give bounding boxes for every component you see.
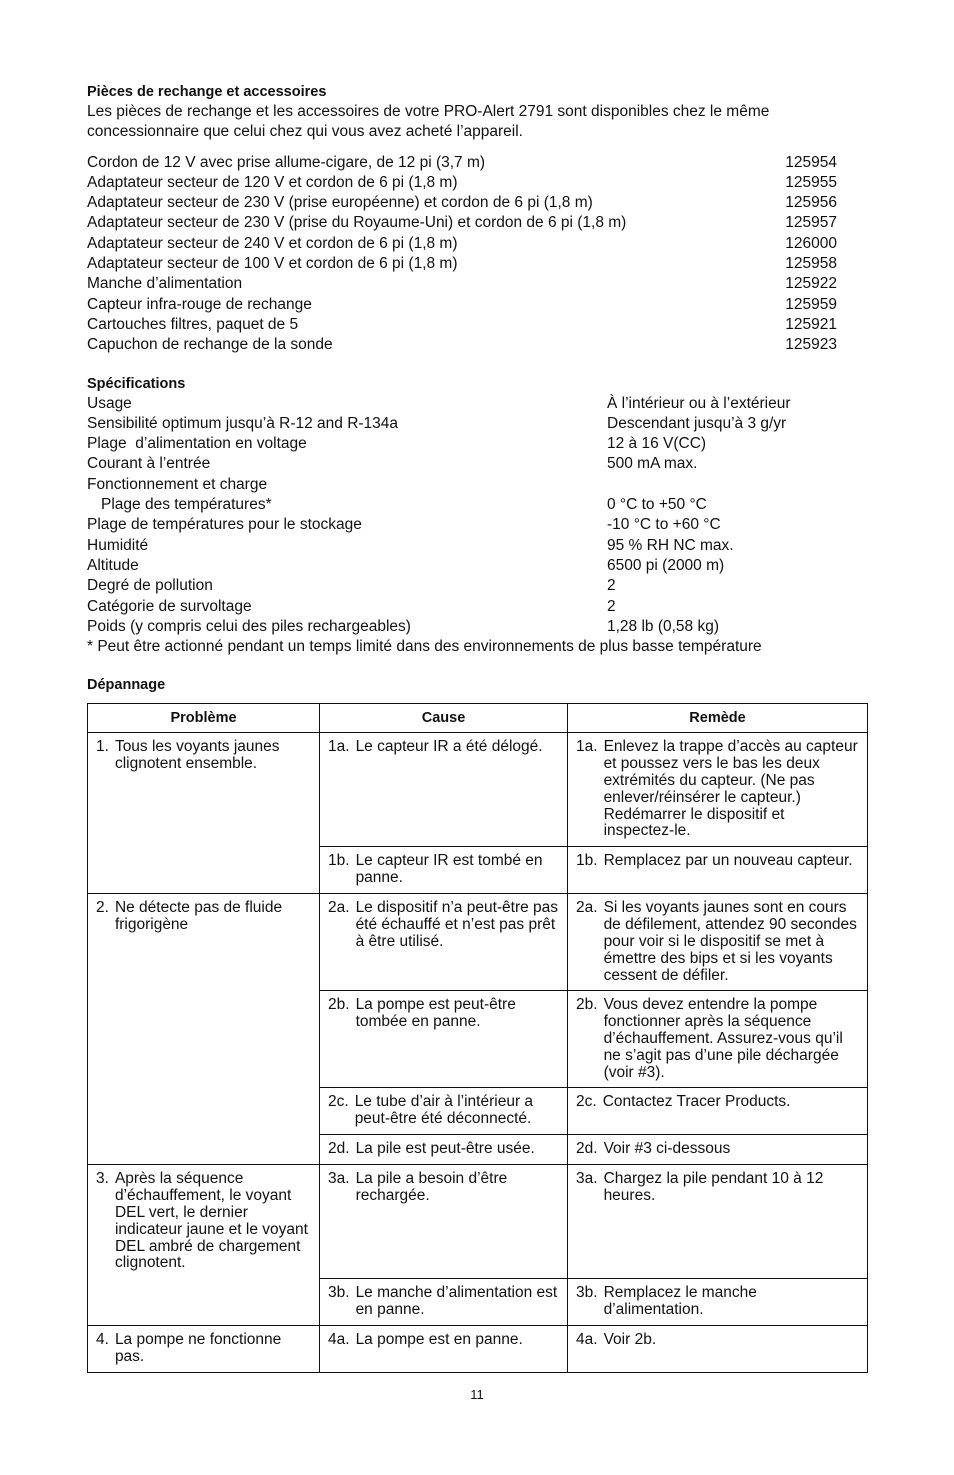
trouble-table — [87, 703, 868, 1373]
page-content — [87, 82, 867, 1373]
item-text: Voir 2b. — [603, 1331, 657, 1349]
item-text: La pompe est en panne. — [355, 1331, 523, 1349]
item-text: Le manche d’alimentation est en panne. — [355, 1284, 558, 1319]
specs-heading: Spécifications — [87, 375, 186, 392]
part-code: 125955 — [785, 173, 837, 191]
item-number: 1a. — [576, 738, 598, 756]
spec-value: 6500 pi (2000 m) — [607, 556, 725, 574]
item-text: Voir #3 ci-dessous — [603, 1140, 731, 1158]
part-name: Capteur infra-rouge de rechange — [87, 295, 312, 313]
spec-value: 0 °C to +50 °C — [607, 496, 707, 514]
item-number: 2a. — [576, 899, 598, 917]
cause-cell — [320, 991, 568, 1088]
spec-row — [87, 536, 867, 556]
item-number: 2c. — [328, 1093, 349, 1111]
cause-cell — [320, 733, 568, 847]
spec-row — [87, 617, 867, 637]
parts-item — [87, 335, 867, 355]
parts-intro — [87, 102, 867, 143]
item-number: 2d. — [576, 1140, 598, 1158]
spec-row — [87, 454, 867, 474]
item-number: 3a. — [328, 1170, 350, 1188]
spec-row — [87, 556, 867, 576]
cause-cell — [320, 1326, 568, 1373]
spec-label: Usage — [87, 394, 132, 412]
item-number: 4. — [96, 1331, 109, 1349]
parts-section — [87, 82, 867, 356]
item-number: 4a. — [576, 1331, 598, 1349]
item-text: Le capteur IR est tombé en panne. — [355, 852, 543, 887]
remedy-cell — [568, 991, 868, 1088]
problem-cell — [88, 1165, 320, 1326]
spec-label: Catégorie de survoltage — [87, 597, 252, 615]
parts-item — [87, 274, 867, 294]
part-code: 125959 — [785, 295, 837, 313]
remedy-cell — [568, 1135, 868, 1165]
spec-label: Courant à l’entrée — [87, 455, 211, 473]
parts-item — [87, 295, 867, 315]
item-text: La pile a besoin d’être rechargée. — [355, 1170, 508, 1205]
item-text: Le capteur IR a été délogé. — [355, 738, 543, 756]
spec-row — [87, 414, 867, 434]
spec-row — [87, 597, 867, 617]
spec-value: -10 °C to +60 °C — [607, 516, 721, 534]
remedy-cell — [568, 1326, 868, 1373]
cause-cell — [320, 1279, 568, 1326]
item-text: La pompe ne fonctionne pas. — [114, 1331, 282, 1366]
table-header-row — [88, 704, 868, 733]
item-text: Après la séquence d’échauffement, le voyant DEL vert, le dernier indicateur jaune et le voyant DEL ambré de chargement clignotent. — [114, 1170, 308, 1272]
parts-heading: Pièces de rechange et accessoires — [87, 84, 327, 100]
item-number: 2a. — [328, 899, 350, 917]
item-text: Chargez la pile pendant 10 à 12 heures. — [603, 1170, 824, 1205]
item-text: Ne détecte pas de fluide frigorigène — [114, 899, 283, 934]
item-text: Contactez Tracer Products. — [602, 1093, 791, 1111]
part-name: Adaptateur secteur de 120 V et cordon de 6 pi (1,8 m) — [87, 173, 458, 191]
item-text: La pompe est peut-être tombée en panne. — [355, 996, 516, 1031]
remedy-cell — [568, 1165, 868, 1279]
parts-intro-line: concessionnaire que celui chez qui vous avez acheté l’appareil. — [87, 123, 523, 141]
item-number: 3. — [96, 1170, 109, 1188]
item-number: 4a. — [328, 1331, 350, 1349]
item-text: Tous les voyants jaunes clignotent ensemble. — [114, 738, 280, 773]
specs-section — [87, 374, 867, 658]
page-number: 11 — [470, 1387, 484, 1402]
item-number: 3b. — [576, 1284, 598, 1302]
spec-row — [87, 576, 867, 596]
spec-label: Altitude — [87, 556, 139, 574]
parts-intro-line: Les pièces de rechange et les accessoires de votre PRO-Alert 2791 sont disponibles chez le même — [87, 103, 770, 120]
item-number: 1. — [96, 738, 109, 756]
part-code: 125957 — [785, 214, 837, 232]
problem-cell — [88, 894, 320, 1165]
cause-cell — [320, 1165, 568, 1279]
column-header-probleme: Problème — [88, 704, 320, 733]
cause-cell — [320, 847, 568, 894]
item-text: Le dispositif n’a peut-être pas été échauffé et n’est pas prêt à être utilisé. — [355, 899, 559, 951]
parts-item — [87, 315, 867, 335]
trouble-heading: Dépannage — [87, 677, 166, 694]
parts-item — [87, 213, 867, 233]
item-number: 1a. — [328, 738, 350, 756]
part-code: 125923 — [785, 336, 837, 354]
item-text: Si les voyants jaunes sont en cours de défilement, attendez 90 secondes pour voir si le dispositif se met à émettre des bips et si les voyants cessent de défiler. — [603, 899, 857, 984]
table-row — [88, 1165, 868, 1279]
part-code: 126000 — [785, 234, 837, 252]
specs-note: * Peut être actionné pendant un temps limité dans des environnements de plus basse température — [87, 638, 762, 656]
part-name: Capuchon de rechange de la sonde — [87, 336, 333, 354]
item-number: 3b. — [328, 1284, 350, 1302]
part-name: Adaptateur secteur de 230 V (prise du Royaume-Uni) et cordon de 6 pi (1,8 m) — [87, 214, 627, 232]
spec-row — [87, 434, 867, 454]
part-code: 125956 — [785, 194, 837, 212]
spec-label: Plage d’alimentation en voltage — [87, 435, 307, 453]
trouble-section — [87, 675, 867, 1373]
cause-cell — [320, 1135, 568, 1165]
spec-value: 12 à 16 V(CC) — [607, 435, 707, 453]
cause-cell — [320, 1088, 568, 1135]
item-number: 1b. — [576, 852, 598, 870]
spec-label: Plage de températures pour le stockage — [87, 516, 362, 534]
item-number: 2b. — [328, 996, 350, 1014]
item-text: La pile est peut-être usée. — [355, 1140, 535, 1158]
part-name: Manche d’alimentation — [87, 275, 243, 293]
part-code: 125922 — [785, 275, 837, 293]
cause-cell — [320, 894, 568, 991]
remedy-cell — [568, 847, 868, 894]
remedy-cell — [568, 1279, 868, 1326]
spec-value: Descendant jusqu’à 3 g/yr — [607, 414, 787, 432]
item-text: Enlevez la trappe d’accès au capteur et poussez vers le bas les deux extrémités du capteur. (Ne pas enlever/réinsérer le capteur.) Redémarrer le dispositif et inspectez-le. — [603, 738, 858, 840]
spec-value: 2 — [607, 597, 616, 615]
parts-item — [87, 254, 867, 274]
spec-label: Sensibilité optimum jusqu’à R-12 and R-134a — [87, 414, 399, 432]
parts-item — [87, 234, 867, 254]
item-text: Remplacez par un nouveau capteur. — [603, 852, 853, 870]
item-text: Vous devez entendre la pompe fonctionner après la séquence d’échauffement. Assurez-vous qu’il ne s’agit pas d’une pile déchargée (voir #3). — [603, 996, 843, 1081]
item-number: 2c. — [576, 1093, 597, 1111]
column-header-cause: Cause — [320, 704, 568, 733]
part-name: Adaptateur secteur de 240 V et cordon de 6 pi (1,8 m) — [87, 234, 458, 252]
spec-label: Degré de pollution — [87, 577, 213, 595]
part-name: Adaptateur secteur de 230 V (prise européenne) et cordon de 6 pi (1,8 m) — [87, 194, 593, 212]
parts-item — [87, 173, 867, 193]
spec-value — [607, 475, 867, 495]
problem-cell — [88, 1326, 320, 1373]
spec-value: 1,28 lb (0,58 kg) — [607, 617, 720, 635]
item-text: Le tube d’air à l’intérieur a peut-être été déconnecté. — [354, 1093, 534, 1128]
part-name: Cordon de 12 V avec prise allume-cigare, de 12 pi (3,7 m) — [87, 153, 486, 171]
item-number: 3a. — [576, 1170, 598, 1188]
spec-label: Poids (y compris celui des piles rechargeables) — [87, 617, 411, 635]
table-row — [88, 733, 868, 847]
remedy-cell — [568, 1088, 868, 1135]
parts-item — [87, 153, 867, 173]
table-row — [88, 894, 868, 991]
part-code: 125958 — [785, 255, 837, 273]
column-header-remede: Remède — [568, 704, 868, 733]
part-name: Adaptateur secteur de 100 V et cordon de 6 pi (1,8 m) — [87, 255, 458, 273]
item-number: 1b. — [328, 852, 350, 870]
problem-cell — [88, 733, 320, 894]
spec-label: Fonctionnement et charge — [87, 475, 268, 493]
item-number: 2d. — [328, 1140, 350, 1158]
spec-value: À l’intérieur ou à l’extérieur — [607, 394, 791, 412]
spec-value: 95 % RH NC max. — [607, 536, 734, 554]
table-row — [88, 1326, 868, 1373]
part-code: 125921 — [785, 315, 837, 333]
part-name: Cartouches filtres, paquet de 5 — [87, 315, 299, 333]
spec-value: 2 — [607, 577, 616, 595]
part-code: 125954 — [785, 153, 837, 171]
spec-row — [87, 475, 867, 495]
spec-label: Humidité — [87, 536, 149, 554]
remedy-cell — [568, 733, 868, 847]
spec-label: Plage des températures* — [101, 496, 272, 514]
item-text: Remplacez le manche d’alimentation. — [603, 1284, 757, 1319]
spec-row — [87, 394, 867, 414]
parts-list — [87, 153, 867, 356]
item-number: 2. — [96, 899, 109, 917]
parts-item — [87, 193, 867, 213]
spec-row — [87, 515, 867, 535]
spec-value: 500 mA max. — [607, 455, 698, 473]
remedy-cell — [568, 894, 868, 991]
item-number: 2b. — [576, 996, 598, 1014]
spec-row — [87, 495, 867, 515]
